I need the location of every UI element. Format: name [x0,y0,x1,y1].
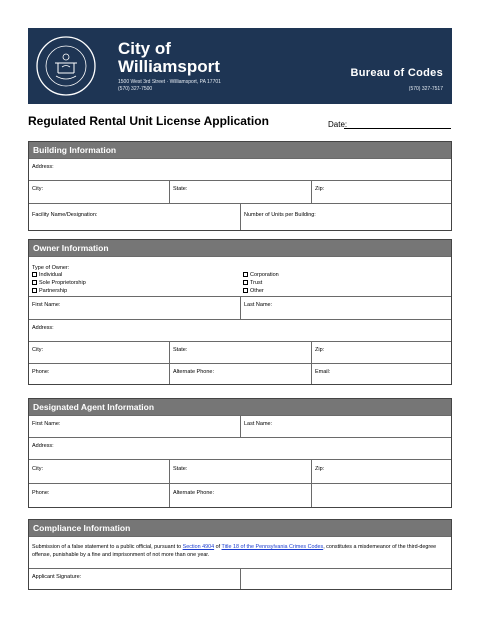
owner-phone-field[interactable]: Phone: [32,369,50,375]
owner-first-name-field[interactable]: First Name: [32,302,61,308]
owner-address-field[interactable] [29,319,451,341]
agent-city-row [29,459,451,483]
agent-alt-phone-field[interactable]: Alternate Phone: [173,490,214,496]
owner-last-name-field[interactable]: Last Name: [244,302,273,308]
field-label: Address: [32,164,54,170]
title-18-link[interactable]: Title 18 of the Pennsylvania Crimes Codes [221,544,324,550]
owner-type-trust[interactable]: Trust [243,279,279,287]
city-address: 1500 West 3rd Street · Williamsport, PA 17701 [118,79,221,85]
agent-phone-row [29,483,451,507]
agent-first-name-field[interactable]: First Name: [32,421,61,427]
building-facility-row [29,203,451,230]
bureau-title: Bureau of Codes [350,67,443,79]
building-address-field[interactable] [29,158,451,180]
owner-type-corporation[interactable]: Corporation [243,271,279,279]
section-heading: Owner Information [29,240,451,256]
owner-name-row [29,296,451,319]
city-name-line1: City of [118,39,171,58]
building-city-row [29,180,451,203]
checkbox[interactable] [243,280,248,285]
agent-name-row [29,415,451,437]
field-label: Address: [32,443,54,449]
city-phone: (570) 327-7500 [118,86,153,92]
bureau-phone: (570) 327-7517 [408,86,443,92]
section-heading: Building Information [29,142,451,158]
header-banner [28,28,452,104]
city-name-line2: Williamsport [118,57,220,76]
building-zip-field[interactable]: Zip: [315,186,325,192]
section-heading: Compliance Information [29,520,451,536]
building-city-field[interactable]: City: [32,186,43,192]
owner-email-field[interactable]: Email: [315,369,331,375]
agent-last-name-field[interactable]: Last Name: [244,421,273,427]
facility-name-field[interactable]: Facility Name/Designation: [32,212,98,218]
agent-city-field[interactable]: City: [32,466,43,472]
agent-address-field[interactable] [29,437,451,459]
form-title: Regulated Rental Unit License Application [28,114,269,128]
city-seal [36,36,96,96]
owner-type-other[interactable]: Other [243,287,279,295]
checkbox[interactable] [32,280,37,285]
agent-phone-field[interactable]: Phone: [32,490,50,496]
units-per-building-field[interactable]: Number of Units per Building: [244,212,316,218]
compliance-statement: Submission of a false statement to a public official, pursuant to Section 4904 of Title 18 of the Pennsylvania Crimes Codes, constitutes a misdemeanor of the third-degree offense, punishable by a fine and imprisonment of not more than one year. [29,536,451,568]
date-label: Date: [328,120,348,129]
checkbox[interactable] [32,272,37,277]
owner-state-field[interactable]: State: [173,347,188,353]
agent-section [28,398,452,508]
owner-phone-row [29,363,451,384]
owner-type-sole-proprietorship[interactable]: Sole Proprietorship [32,279,86,287]
compliance-section [28,519,452,590]
owner-alt-phone-field[interactable]: Alternate Phone: [173,369,214,375]
date-field[interactable] [344,128,451,129]
owner-type-partnership[interactable]: Partnership [32,287,86,295]
applicant-signature-field[interactable]: Applicant Signature: [32,574,82,580]
owner-zip-field[interactable]: Zip: [315,347,325,353]
owner-city-row [29,341,451,363]
owner-type-row [29,256,451,296]
field-label: Address: [32,325,54,331]
owner-type-label: Type of Owner: [32,265,70,271]
signature-row [29,568,451,589]
building-section [28,141,452,231]
section-4904-link[interactable]: Section 4904 [182,544,215,550]
owner-type-individual[interactable]: Individual [32,271,86,279]
owner-section [28,239,452,385]
agent-zip-field[interactable]: Zip: [315,466,325,472]
checkbox[interactable] [243,272,248,277]
agent-state-field[interactable]: State: [173,466,188,472]
checkbox[interactable] [32,288,37,293]
section-heading: Designated Agent Information [29,399,451,415]
building-state-field[interactable]: State: [173,186,188,192]
checkbox[interactable] [243,288,248,293]
owner-city-field[interactable]: City: [32,347,43,353]
